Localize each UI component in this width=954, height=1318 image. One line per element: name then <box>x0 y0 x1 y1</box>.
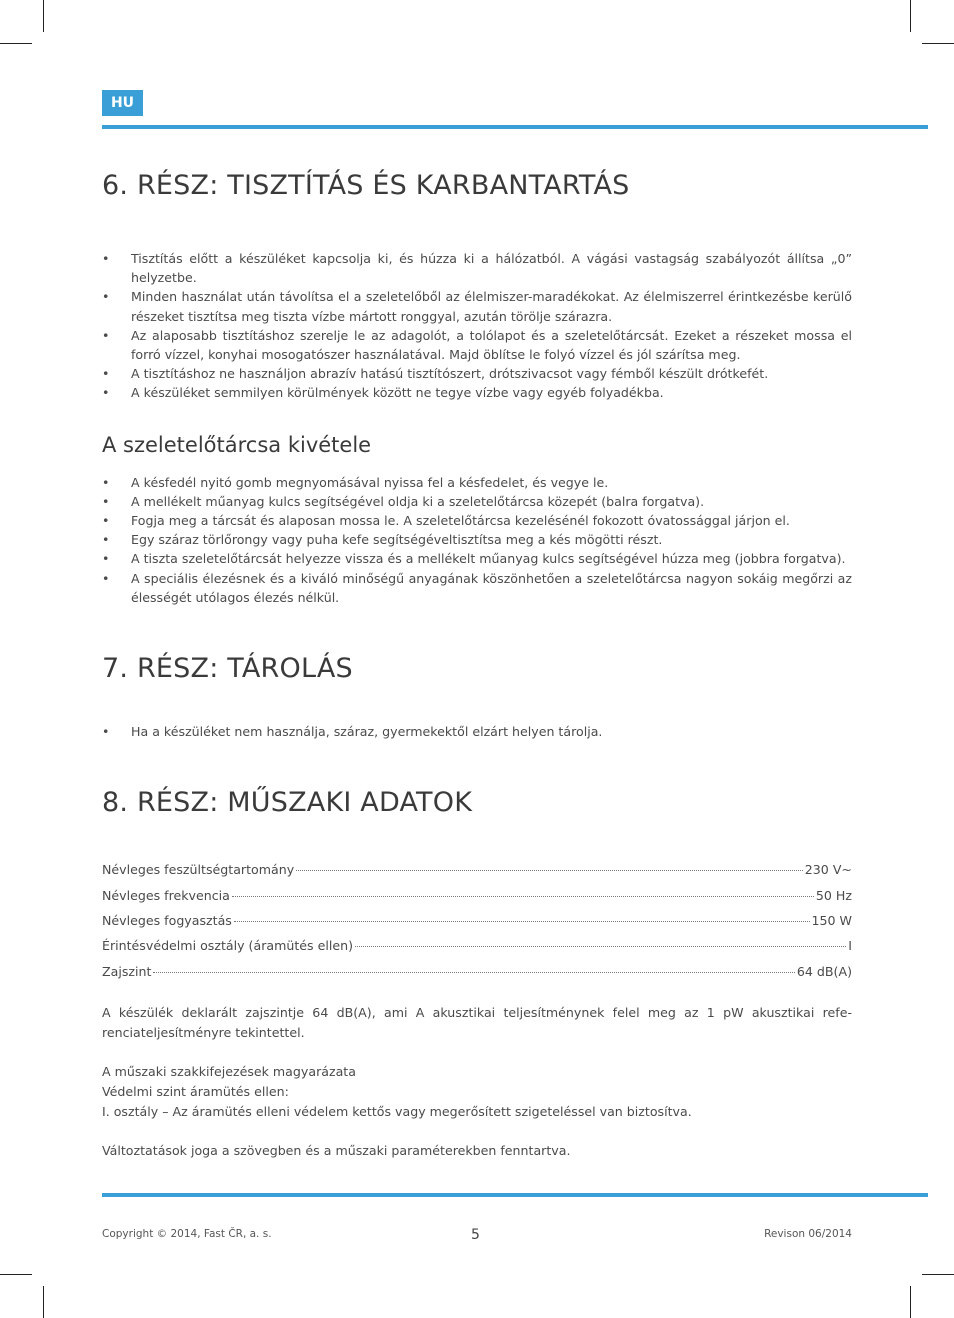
spec-value: 64 dB(A) <box>796 963 852 979</box>
terms-heading: A műszaki szakkifejezések magyarázata <box>102 1064 356 1080</box>
terms-line: I. osztály – Az áramütés elleni védelem kettős vagy megerősített szigeteléssel van biztosítva. <box>102 1103 692 1119</box>
page-content <box>102 170 852 1161</box>
list-item: • A speciális élezésnek és a kiváló minőségű anyagának köszönhetően a szeletelőtárcsa nagyon sokáig megőrzi az élességét utólagos élezés nélkül. <box>102 569 852 607</box>
spec-label: Névleges fogyasztás <box>102 913 232 929</box>
page-number: 5 <box>471 1227 480 1243</box>
leader-dots <box>232 896 814 897</box>
crop-mark <box>43 0 44 32</box>
crop-mark <box>910 0 911 32</box>
specs-table <box>102 862 852 989</box>
crop-mark <box>922 43 954 44</box>
list-item: • A tisztításhoz ne használjon abrazív hatású tisztítószert, drótszivacsot vagy fémből készült drótkefét. <box>102 364 852 383</box>
list-item: • Az alaposabb tisztításhoz szerelje le az adagolót, a tolólapot és a szeletelőtárcsát. Ezeket a részeket mossa el forró vízzel, konyhai mosogatószer használatával. Majd öblítse le folyó vízzel és jól szárítsa meg. <box>102 326 852 364</box>
section6-list <box>102 249 852 403</box>
section7-list <box>102 722 852 741</box>
spec-label: Zajszint <box>102 963 152 979</box>
list-item: • A készüléket semmilyen körülmények között ne tegye vízbe vagy egyéb folyadékba. <box>102 383 852 402</box>
spec-row <box>102 964 852 989</box>
noise-note: A készülék deklarált zajszintje 64 dB(A), ami A akusztikai teljesítménynek felel meg az 1 pW akusztikai refe-renciateljesítményre tekintettel. <box>102 1005 852 1040</box>
list-item: • A késfedél nyitó gomb megnyomásával nyissa fel a késfedelet, és vegye le. <box>102 473 852 492</box>
crop-mark <box>43 1286 44 1318</box>
list-item: • A tiszta szeletelőtárcsát helyezze vissza és a mellékelt műanyag kulcs segítségével húzza meg (jobbra forgatva). <box>102 549 852 568</box>
list-item: • A mellékelt műanyag kulcs segítségével oldja ki a szeletelőtárcsa közepét (balra forgatva). <box>102 492 852 511</box>
leader-dots <box>153 972 794 973</box>
list-item: • Ha a készüléket nem használja, száraz, gyermekektől elzárt helyen tárolja. <box>102 722 852 741</box>
section7-title: 7. RÉSZ: TÁROLÁS <box>102 653 353 685</box>
subheading: A szeletelőtárcsa kivétele <box>102 432 372 457</box>
spec-value: 230 V~ <box>804 862 852 878</box>
spec-row <box>102 913 852 938</box>
spec-value: I <box>848 938 852 954</box>
list-item: • Minden használat után távolítsa el a szeletelőből az élelmiszer-maradékokat. Az élelmiszerrel érintkezésbe kerülő részeket tisztítsa meg tiszta vízbe mártott ronggyal, azután törölje szárazra. <box>102 287 852 325</box>
spec-value: 50 Hz <box>815 887 852 903</box>
section8-title: 8. RÉSZ: MŰSZAKI ADATOK <box>102 787 473 819</box>
leader-dots <box>355 946 846 947</box>
leader-dots <box>234 921 810 922</box>
blade-removal-list <box>102 473 852 607</box>
revision: Revison 06/2014 <box>764 1228 852 1240</box>
crop-mark <box>922 1274 954 1275</box>
spec-row <box>102 862 852 887</box>
list-item: • Fogja meg a tárcsát és alaposan mossa le. A szeletelőtárcsa kezelésénél fokozott óvatossággal járjon el. <box>102 511 852 530</box>
list-item: • Tisztítás előtt a készüléket kapcsolja ki, és húzza ki a hálózatból. A vágási vastagság szabályozót állítsa „0” helyzetbe. <box>102 249 852 287</box>
section6-title: 6. RÉSZ: TISZTÍTÁS ÉS KARBANTARTÁS <box>102 170 630 201</box>
spec-label: Érintésvédelmi osztály (áramütés ellen) <box>102 938 353 954</box>
spec-row <box>102 888 852 913</box>
crop-mark <box>0 43 32 44</box>
language-tag: HU <box>102 90 143 116</box>
terms-line: Védelmi szint áramütés ellen: <box>102 1083 289 1099</box>
spec-label: Névleges frekvencia <box>102 887 230 903</box>
leader-dots <box>296 870 803 871</box>
list-item: • Egy száraz törlőrongy vagy puha kefe segítségéveltisztítsa meg a kés mögötti részt. <box>102 530 852 549</box>
crop-mark <box>910 1286 911 1318</box>
spec-row <box>102 938 852 963</box>
footer-rule <box>102 1193 928 1197</box>
header-rule <box>102 125 928 129</box>
crop-mark <box>0 1274 32 1275</box>
reservation-note: Változtatások joga a szövegben és a műszaki paraméterekben fenntartva. <box>102 1143 571 1159</box>
copyright: Copyright © 2014, Fast ČR, a. s. <box>102 1228 272 1240</box>
spec-label: Névleges feszültségtartomány <box>102 862 295 878</box>
spec-value: 150 W <box>811 913 852 929</box>
